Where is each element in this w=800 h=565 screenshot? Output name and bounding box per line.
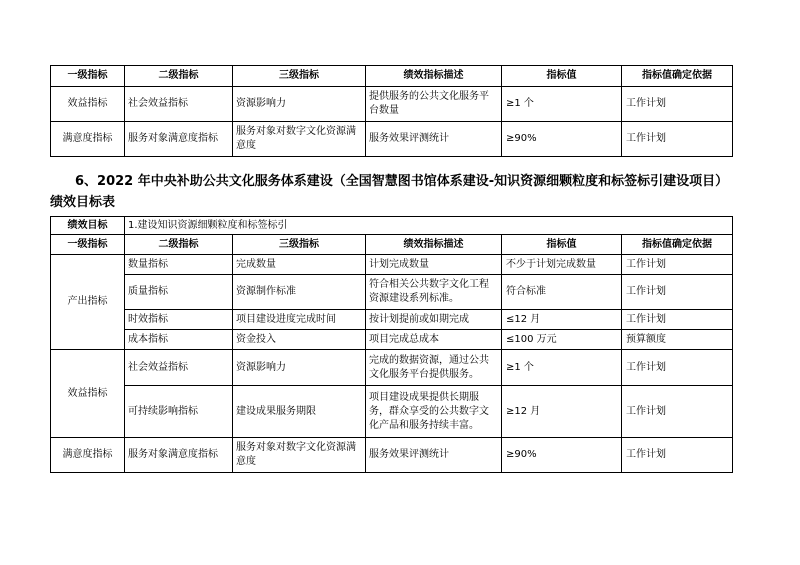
level3-cell: 服务对象对数字文化资源满意度	[233, 438, 366, 473]
value-cell: ≥90%	[502, 122, 622, 157]
section-title-continued: 绩效目标表	[50, 195, 116, 210]
basis-cell: 工作计划	[622, 122, 733, 157]
header-value: 指标值	[502, 235, 622, 255]
header-value: 指标值	[502, 66, 622, 87]
header-basis: 指标值确定依据	[622, 235, 733, 255]
value-cell: ≥12 月	[502, 386, 622, 438]
description-cell: 项目建设成果提供长期服务，群众享受的公共数字文化产品和服务持续丰富。	[366, 386, 502, 438]
level3-cell: 建设成果服务期限	[233, 386, 366, 438]
description-cell: 按计划提前或如期完成	[366, 310, 502, 330]
table-row	[51, 255, 733, 275]
performance-table-top	[50, 65, 733, 157]
basis-cell: 工作计划	[622, 275, 733, 310]
performance-table-main	[50, 216, 733, 473]
level3-cell: 服务对象对数字文化资源满意度	[233, 122, 366, 157]
value-cell: ≥90%	[502, 438, 622, 473]
description-cell: 服务效果评测统计	[366, 122, 502, 157]
header-level2: 二级指标	[125, 235, 233, 255]
level3-cell: 资金投入	[233, 330, 366, 350]
value-cell: ≥1 个	[502, 87, 622, 122]
value-cell: 不少于计划完成数量	[502, 255, 622, 275]
basis-cell: 工作计划	[622, 438, 733, 473]
level1-cell-output: 产出指标	[51, 255, 125, 350]
basis-cell: 工作计划	[622, 310, 733, 330]
value-cell: 符合标准	[502, 275, 622, 310]
table-row	[51, 438, 733, 473]
basis-cell: 工作计划	[622, 350, 733, 386]
header-level3: 三级指标	[233, 66, 366, 87]
level2-cell: 时效指标	[125, 310, 233, 330]
basis-cell: 预算额度	[622, 330, 733, 350]
level2-cell: 成本指标	[125, 330, 233, 350]
level1-cell: 满意度指标	[51, 122, 125, 157]
level3-cell: 资源制作标准	[233, 275, 366, 310]
level2-cell: 社会效益指标	[125, 87, 233, 122]
table-row	[51, 330, 733, 350]
level1-cell: 效益指标	[51, 87, 125, 122]
description-cell: 计划完成数量	[366, 255, 502, 275]
level2-cell: 数量指标	[125, 255, 233, 275]
level3-cell: 项目建设进度完成时间	[233, 310, 366, 330]
description-cell: 提供服务的公共文化服务平台数量	[366, 87, 502, 122]
basis-cell: 工作计划	[622, 386, 733, 438]
header-level1: 一级指标	[51, 235, 125, 255]
description-cell: 服务效果评测统计	[366, 438, 502, 473]
header-description: 绩效指标描述	[366, 235, 502, 255]
goal-row	[51, 217, 733, 235]
goal-label: 绩效目标	[51, 217, 125, 235]
header-level2: 二级指标	[125, 66, 233, 87]
level2-cell: 社会效益指标	[125, 350, 233, 386]
goal-text: 1.建设知识资源细颗粒度和标签标引	[125, 217, 733, 235]
level2-cell: 可持续影响指标	[125, 386, 233, 438]
description-cell: 项目完成总成本	[366, 330, 502, 350]
level1-cell-benefit: 效益指标	[51, 350, 125, 438]
level3-cell: 完成数量	[233, 255, 366, 275]
table-row	[51, 122, 733, 157]
header-description: 绩效指标描述	[366, 66, 502, 87]
table-header-row	[51, 66, 733, 87]
value-cell: ≥1 个	[502, 350, 622, 386]
basis-cell: 工作计划	[622, 255, 733, 275]
table-row	[51, 386, 733, 438]
description-cell: 符合相关公共数字文化工程资源建设系列标准。	[366, 275, 502, 310]
level2-cell: 质量指标	[125, 275, 233, 310]
level3-cell: 资源影响力	[233, 87, 366, 122]
level2-cell: 服务对象满意度指标	[125, 122, 233, 157]
table-row	[51, 87, 733, 122]
level2-cell: 服务对象满意度指标	[125, 438, 233, 473]
header-level1: 一级指标	[51, 66, 125, 87]
header-basis: 指标值确定依据	[622, 66, 733, 87]
value-cell: ≤100 万元	[502, 330, 622, 350]
basis-cell: 工作计划	[622, 87, 733, 122]
table-row	[51, 310, 733, 330]
table-header-row	[51, 235, 733, 255]
level1-cell-satisfaction: 满意度指标	[51, 438, 125, 473]
table-row	[51, 275, 733, 310]
table-row	[51, 350, 733, 386]
description-cell: 完成的数据资源，通过公共文化服务平台提供服务。	[366, 350, 502, 386]
header-level3: 三级指标	[233, 235, 366, 255]
value-cell: ≤12 月	[502, 310, 622, 330]
section-title: 6、2022 年中央补助公共文化服务体系建设（全国智慧图书馆体系建设-知识资源细颗粒度和标签标引建设项目）	[75, 174, 729, 189]
level3-cell: 资源影响力	[233, 350, 366, 386]
